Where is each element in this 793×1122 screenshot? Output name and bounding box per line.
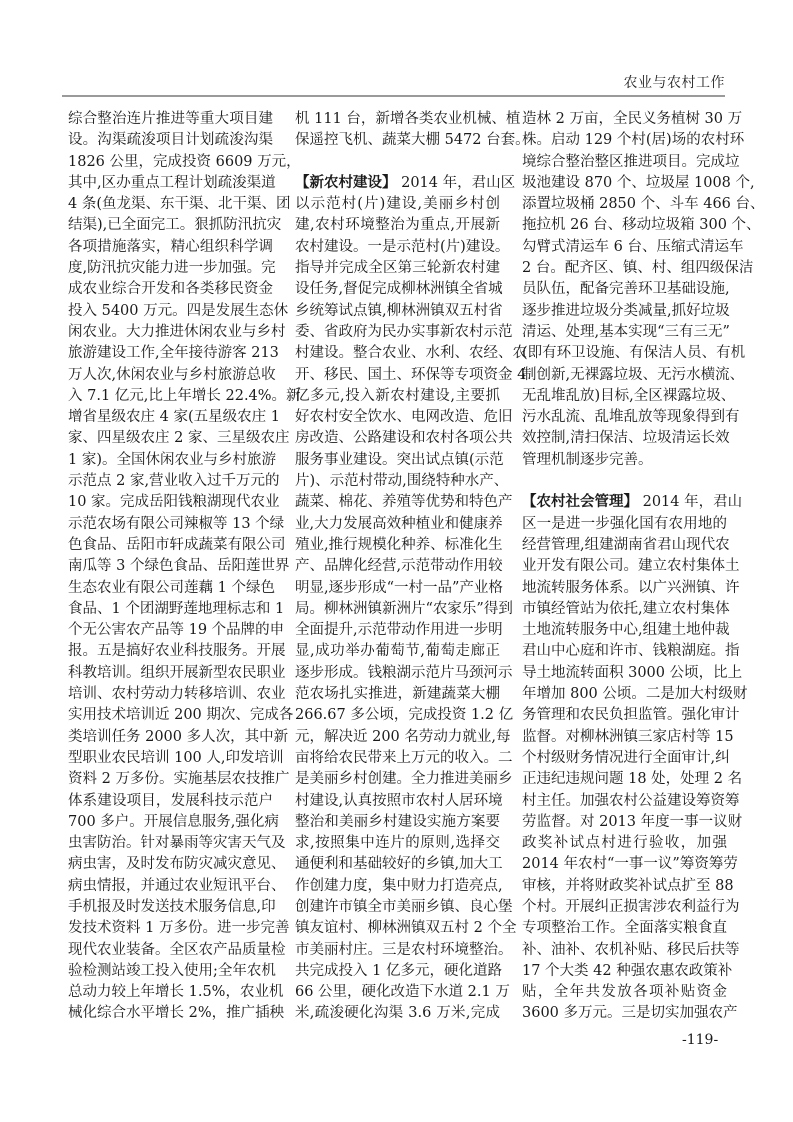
line-text: 2014 年，君山 [638,494,743,511]
text-line [68,407,280,428]
text-line [522,727,734,748]
text-line [522,258,754,279]
text-line [295,641,500,662]
line-text: 无乱堆乱放)目标,全区裸露垃圾、 [522,387,736,404]
text-column-2 [295,109,530,1025]
text-line [68,684,286,705]
text-line [68,152,301,173]
text-line [68,237,273,258]
line-text: 示范点 2 家,营业收入过千万元的 [68,473,280,490]
line-text: 员队伍，配备完善环卫基础设施, [522,281,730,298]
text-line [522,237,744,258]
text-line [295,918,517,939]
line-text: 手机报及时发送技术服务信息,印 [68,898,276,915]
text-line [295,812,500,833]
line-text: 型职业农民培训 100 人,印发培训 [68,749,284,766]
line-text: 其中,区办重点工程计划疏浚渠道 [68,174,276,191]
line-text: 造林 2 万亩，全民义务植树 30 万 [522,111,743,127]
line-text: 10 家。完成岳阳钱粮湖现代农业 [68,494,280,511]
line-text: 生态农业有限公司莲藕 1 个绿色 [68,579,275,596]
text-line [522,130,745,151]
text-line [295,173,516,194]
text-line [68,258,276,279]
line-text: 农村建设。一是示范村(片)建设。 [295,238,510,255]
text-line [295,386,500,407]
text-line [295,407,513,428]
line-text: 2014 年，君山区 [396,174,516,191]
text-line [522,982,727,1003]
line-text: 导土地流转面积 3000 公顷，比上 [522,664,743,681]
text-line [68,130,273,151]
text-line [295,961,500,982]
line-text: 清运、处理,基本实现“三有三无” [522,323,730,340]
text-line [522,876,734,897]
line-text: 病虫害，及时发布防灾减灾意见、 [68,856,286,873]
line-text: 3600 多万元。三是切实加强农产 [522,1005,738,1022]
text-line [522,556,740,577]
running-head-section-title: 农业与农村工作 [623,75,725,91]
text-line [68,641,286,662]
line-text: 蔬菜、棉花、养殖等优势和特色产 [295,494,513,511]
line-text: 殖业,推行规模化种养、标准化生 [295,536,503,553]
line-text: 2014 年农村“一事一议”筹资筹劳 [522,856,738,873]
text-line [522,578,740,599]
text-line [522,514,727,535]
paragraph-gap [295,152,500,173]
text-line [295,471,509,492]
header-rule [62,95,725,97]
text-line [68,727,289,748]
text-line [68,535,286,556]
text-line [522,812,743,833]
text-line [68,854,286,875]
line-text: 区一是进一步强化国有农用地的 [522,515,727,532]
line-text: 开、移民、国土、环保等专项资金 4 [295,366,527,383]
text-line [522,450,727,471]
line-text: 入 7.1 亿元,比上年增长 22.4%。新 [68,387,301,404]
line-text: 设任务,督促完成柳林洲镇全省城 [295,281,503,298]
line-text: 设。沟渠疏浚项目计划疏浚沟渠 [68,132,273,149]
text-line [68,450,276,471]
text-line [522,854,738,875]
text-line [68,876,286,897]
line-text: 局。柳林洲镇新洲片“农家乐”得到 [295,600,513,617]
text-line [295,130,530,151]
line-text: 经营管理,组建湖南省君山现代农 [522,536,730,553]
line-text: 成农业综合开发和各类移民资金 [68,281,273,298]
line-text: 君山中心庭和许市、钱粮湖庭。指 [522,643,740,660]
text-line [68,492,280,513]
line-text: 投入 5400 万元。四是发展生态休 [68,302,289,319]
text-line [522,535,730,556]
line-text: 地流转服务体系。以广兴洲镇、许 [522,579,740,596]
text-line [68,812,279,833]
line-text: 个村级财务情况进行全面审计,纠 [522,749,730,766]
line-text: 正违纪违规问题 18 处，处理 2 名 [522,771,743,788]
text-line [295,769,513,790]
text-line [68,982,284,1003]
line-text: 补、油补、农机补贴、移民后扶等 [522,941,740,958]
line-text: 务管理和农民负担监管。强化审计 [522,707,740,724]
line-text: 监督。对柳林洲镇三家店村等 15 [522,728,734,745]
line-text: 资料 2 万多份。实施基层农技推广 [68,771,290,788]
text-line [522,918,727,939]
line-text: 旅游建设工作,全年接待游客 213 [68,345,279,362]
text-line [68,663,286,684]
line-text: 房改造、公路建设和农村各项公共 [295,430,513,447]
line-text: 闲农业。大力推进休闲农业与乡村 [68,323,286,340]
text-line [295,854,503,875]
line-text: 整治和美丽乡村建设实施方案要 [295,813,500,830]
text-line [295,833,500,854]
text-line [295,876,503,897]
line-text: 株。启动 129 个村(居)场的农村环 [522,132,745,149]
line-text: 委、省政府为民办实事新农村示范 [295,323,513,340]
text-line [295,940,513,961]
text-line [295,556,503,577]
line-text: 1826 公里，完成投资 6609 万元， [68,153,301,170]
text-line [295,663,513,684]
line-text: 度,防汛抗灾能力进一步加强。完 [68,260,276,277]
text-line [68,194,291,215]
line-text: 700 多户。开展信息服务,强化病 [68,813,279,830]
line-text: 1 家)。全国休闲农业与乡村旅游 [68,451,276,468]
line-text: 范农场扎实推进，新建蔬菜大棚 [295,686,500,703]
text-line [522,343,746,364]
text-line [295,109,521,130]
text-line [68,620,285,641]
text-line [68,556,290,577]
line-text: 万人次,休闲农业与乡村旅游总收 [68,366,276,383]
text-line [68,471,280,492]
text-line [522,492,743,513]
line-text: 科教培训。组织开展新型农民职业 [68,664,286,681]
line-text: 2 台。配齐区、镇、村、组四级保洁 [522,260,754,277]
line-text: 个村。开展纠正损害涉农利益行为 [522,898,740,915]
line-text: 勾臂式清运车 6 台、压缩式清运车 [522,238,744,255]
line-text: 结渠),已全面完工。狠抓防汛抗灾 [68,217,282,234]
text-line [295,791,503,812]
text-line [68,215,282,236]
line-text: 明显,逐步形成“一村一品”产业格 [295,579,503,596]
text-line [68,428,290,449]
text-line [68,791,273,812]
line-text: 实用技术培训近 200 期次、完成各 [68,707,294,724]
text-line [295,727,511,748]
text-line [522,940,740,961]
text-line [68,343,279,364]
line-text: 家、四星级农庄 2 家、三星级农庄 [68,430,290,447]
line-text: 市镇经管站为依托,建立农村集体 [522,600,730,617]
text-line [522,599,730,620]
text-line [68,578,273,599]
line-text: 镇友谊村、柳林洲镇双五村 2 个全 [295,920,517,937]
line-text: 食品、1 个团湖野莲地理标志和 1 [68,600,285,617]
page-number: -119- [682,1032,719,1048]
line-text: 机 111 台，新增各类农业机械、植 [295,111,521,127]
line-text: 年增加 800 公顷。二是加大村级财 [522,686,748,703]
text-line [522,791,740,812]
text-line [68,386,301,407]
line-text: 南瓜等 3 个绿色食品、岳阳莲世界 [68,558,290,575]
text-line [522,769,743,790]
text-line [522,386,736,407]
line-text: 通便利和基础较好的乡镇,加大工 [295,856,503,873]
text-line [295,450,504,471]
line-text: 个无公害农产品等 19 个品牌的申 [68,622,285,639]
text-line [295,343,527,364]
text-line [522,961,733,982]
text-column-3 [522,109,765,1025]
line-text: 病虫情报，并通过农业短讯平台、 [68,877,286,894]
line-text: 体系建设项目，发展科技示范户 [68,792,273,809]
text-line [295,620,503,641]
line-text: 虫害防治。针对暴雨等灾害天气及 [68,835,286,852]
line-text: 乡统筹试点镇,柳林洲镇双五村省 [295,302,503,319]
line-text: 村建设。整合农业、水利、农经、农 [295,345,527,362]
text-line [68,897,276,918]
line-text: 是美丽乡村创建。全力推进美丽乡 [295,771,513,788]
line-text: 以示范村(片)建设,美丽乡村创 [295,196,500,213]
line-text: 色食品、岳阳市轩成蔬菜有限公司 [68,536,286,553]
line-text: 圾池建设 870 个、垃圾屋 1008 个, [522,174,755,191]
section-heading: 【新农村建设】 [295,174,397,191]
text-line [522,748,730,769]
text-line [522,365,745,386]
text-line [295,258,500,279]
line-text: 械化综合水平增长 2%，推广插秧 [68,1005,285,1022]
line-text: 审核，并将财政奖补试点扩至 88 [522,877,734,894]
text-line [522,1003,738,1024]
line-text: 4 条(鱼龙渠、东干渠、北干渠、团 [68,196,291,213]
line-text: 建,农村环境整治为重点,开展新 [295,217,500,234]
line-text: 各项措施落实，精心组织科学调 [68,238,273,255]
text-line [522,173,755,194]
line-text: 现代农业装备。全区农产品质量检 [68,941,286,958]
line-text: 添置垃圾桶 2850 个、斗车 466 台、 [522,196,765,213]
text-line [522,301,730,322]
line-text: 逐步形成。钱粮湖示范片马颈河示 [295,664,513,681]
text-line [68,279,273,300]
text-line [295,535,503,556]
line-text: 好农村安全饮水、电网改造、危旧 [295,409,513,426]
text-line [522,215,761,236]
line-text: 指导并完成全区第三轮新农村建 [295,260,500,277]
text-line [522,428,730,449]
text-line [522,705,740,726]
text-line [68,705,294,726]
line-text: 综合整治连片推进等重大项目建 [68,111,273,127]
text-line [68,940,286,961]
line-text: 创建许市镇全市美丽乡镇、良心堡 [295,898,513,915]
text-line [295,301,503,322]
text-line [295,897,513,918]
line-text: 米,疏浚硬化沟渠 3.6 万米,完成 [295,1005,500,1022]
line-text: 业,大力发展高效种植业和健康养 [295,515,503,532]
line-text: 产、品牌化经营,示范带动作用较 [295,558,503,575]
text-line [295,428,513,449]
line-text: 境综合整治整区推进项目。完成垃 [522,153,740,170]
line-text: 266.67 多公顷，完成投资 1.2 亿 [295,707,514,724]
line-text: 显,成功举办葡萄节,葡萄走廊正 [295,643,500,660]
text-line [522,152,740,173]
text-line [522,194,765,215]
text-line [522,663,743,684]
text-line [295,599,513,620]
line-text: 保遥控飞机、蔬菜大棚 5472 台套。 [295,132,530,149]
text-line [522,279,730,300]
text-line [522,833,727,854]
text-line [295,279,503,300]
line-text: 亩将给农民带来上万元的收入。二 [295,749,513,766]
line-text: 求,按照集中连片的原则,选择交 [295,835,500,852]
text-line [295,1003,500,1024]
text-line [295,237,510,258]
line-text: 17 个大类 42 种强农惠农政策补 [522,962,733,979]
line-text: 污水乱流、乱堆乱放等现象得到有 [522,409,740,426]
line-text: 示范农场有限公司辣椒等 13 个绿 [68,515,285,532]
line-text: 报。五是搞好农业科技服务。开展 [68,643,286,660]
line-text: 市美丽村庄。三是农村环境整治。 [295,941,513,958]
line-text: 片)、示范村带动,围绕特种水产、 [295,473,509,490]
line-text: 元，解决近 200 名劳动力就业,每 [295,728,511,745]
section-heading: 【农村社会管理】 [522,494,638,511]
text-line [68,301,289,322]
line-text: 全面提升,示范带动作用进一步明 [295,622,503,639]
text-line [295,578,503,599]
text-line [295,322,513,343]
text-line [522,109,743,130]
text-line [522,641,740,662]
text-line [68,1003,285,1024]
line-text: 增省星级农庄 4 家(五星级农庄 1 [68,409,280,426]
text-line [522,897,740,918]
text-line [295,492,513,513]
text-line [68,833,286,854]
line-text: 发技术资料 1 万多份。进一步完善 [68,920,290,937]
line-text: 总动力较上年增长 1.5%，农业机 [68,984,284,1001]
text-line [295,194,500,215]
text-column-1 [68,109,301,1025]
text-line [68,365,276,386]
text-line [522,620,730,641]
line-text: 业开发有限公司。建立农村集体土 [522,558,740,575]
line-text: 服务事业建设。突出试点镇(示范 [295,451,504,468]
line-text: 政奖补试点村进行验收，加强 [522,835,727,852]
line-text: 效控制,清扫保洁、垃圾清运长效 [522,430,730,447]
text-line [295,705,514,726]
line-text: 劳监督。对 2013 年度一事一议财 [522,813,743,830]
line-text: 土地流转服务中心,组建土地仲裁 [522,622,730,639]
line-text: 亿多元,投入新农村建设,主要抓 [295,387,500,404]
text-line [295,514,503,535]
line-text: 类培训任务 2000 多人次，其中新 [68,728,289,745]
line-text: 贴，全年共发放各项补贴资金 [522,984,727,1001]
line-text: 验检测站竣工投入使用;全年农机 [68,962,276,979]
line-text: 管理机制逐步完善。 [522,451,653,468]
text-line [68,961,276,982]
text-line [522,322,730,343]
text-line [68,173,276,194]
text-line [295,684,500,705]
text-line [68,769,290,790]
text-line [295,748,513,769]
text-line [68,322,286,343]
text-line [522,684,748,705]
line-text: 制创新,无裸露垃圾、无污水横流、 [522,366,745,383]
line-text: (即有环卫设施、有保洁人员、有机 [522,345,746,362]
line-text: 村主任。加强农村公益建设筹资筹 [522,792,740,809]
line-text: 培训、农村劳动力转移培训、农业 [68,686,286,703]
text-line [68,599,285,620]
line-text: 逐步推进垃圾分类减量,抓好垃圾 [522,302,730,319]
line-text: 共完成投入 1 亿多元，硬化道路 [295,962,502,979]
paragraph-gap [522,471,727,492]
line-text: 66 公里，硬化改造下水道 2.1 万 [295,984,510,1001]
text-line [522,407,740,428]
line-text: 作创建力度，集中财力打造亮点, [295,877,503,894]
text-line [68,918,290,939]
text-line [295,365,527,386]
text-line [295,982,510,1003]
line-text: 拖拉机 26 台、移动垃圾箱 300 个、 [522,217,761,234]
line-text: 专项整治工作。全面落实粮食直 [522,920,727,937]
text-line [68,748,284,769]
line-text: 村建设,认真按照市农村人居环境 [295,792,503,809]
text-line [68,109,273,130]
text-line [295,215,500,236]
text-line [68,514,285,535]
